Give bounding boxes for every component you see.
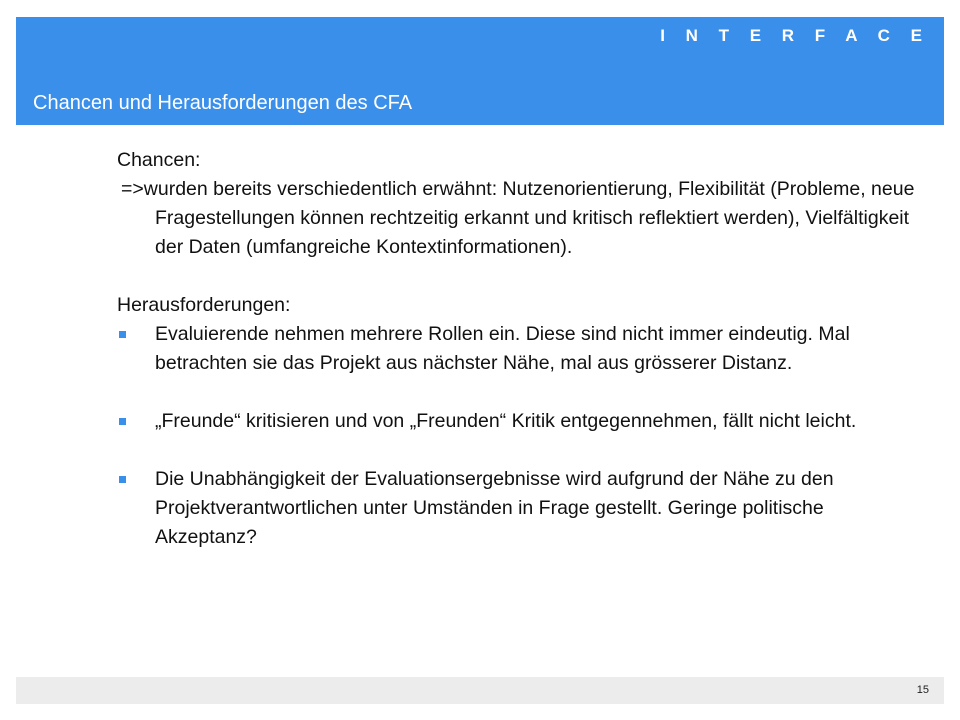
list-item-text: Evaluierende nehmen mehrere Rollen ein. Diese sind nicht immer eindeutig. Mal betrachten sie das Projekt aus nächster Nähe, mal aus grösserer Distanz.: [155, 323, 850, 374]
square-bullet-icon: [119, 418, 126, 425]
chancen-heading: Chancen:: [117, 149, 201, 171]
chancen-text: =>wurden bereits verschiedentlich erwähnt: Nutzenorientierung, Flexibilität (Probleme, neue Fragestellungen können rechtzeitig erkannt und kritisch reflektiert werden), Vielfältigkeit der Daten (umfangreiche Kontextinformationen).: [121, 178, 915, 258]
footer-bar: [16, 677, 944, 704]
herausforderungen-heading: Herausforderungen:: [117, 294, 291, 316]
brand-label: I N T E R F A C E: [660, 26, 930, 45]
spacer: [117, 436, 917, 465]
spacer: [117, 378, 917, 407]
square-bullet-icon: [119, 476, 126, 483]
page-number: 15: [916, 684, 929, 696]
header-bar: [16, 17, 944, 125]
list-item-text: „Freunde“ kritisieren und von „Freunden“ Kritik entgegennehmen, fällt nicht leicht.: [155, 410, 857, 432]
list-item-text: Die Unabhängigkeit der Evaluationsergebnisse wird aufgrund der Nähe zu den Projektverantwortlichen unter Umständen in Frage gestellt. Geringe politische Akzeptanz?: [155, 468, 834, 548]
slide-content: [117, 146, 917, 552]
list-item: [117, 320, 917, 378]
list-item: [117, 465, 917, 552]
square-bullet-icon: [119, 331, 126, 338]
slide-title: Chancen und Herausforderungen des CFA: [33, 92, 413, 114]
spacer: [117, 262, 917, 291]
list-item: [117, 407, 917, 436]
